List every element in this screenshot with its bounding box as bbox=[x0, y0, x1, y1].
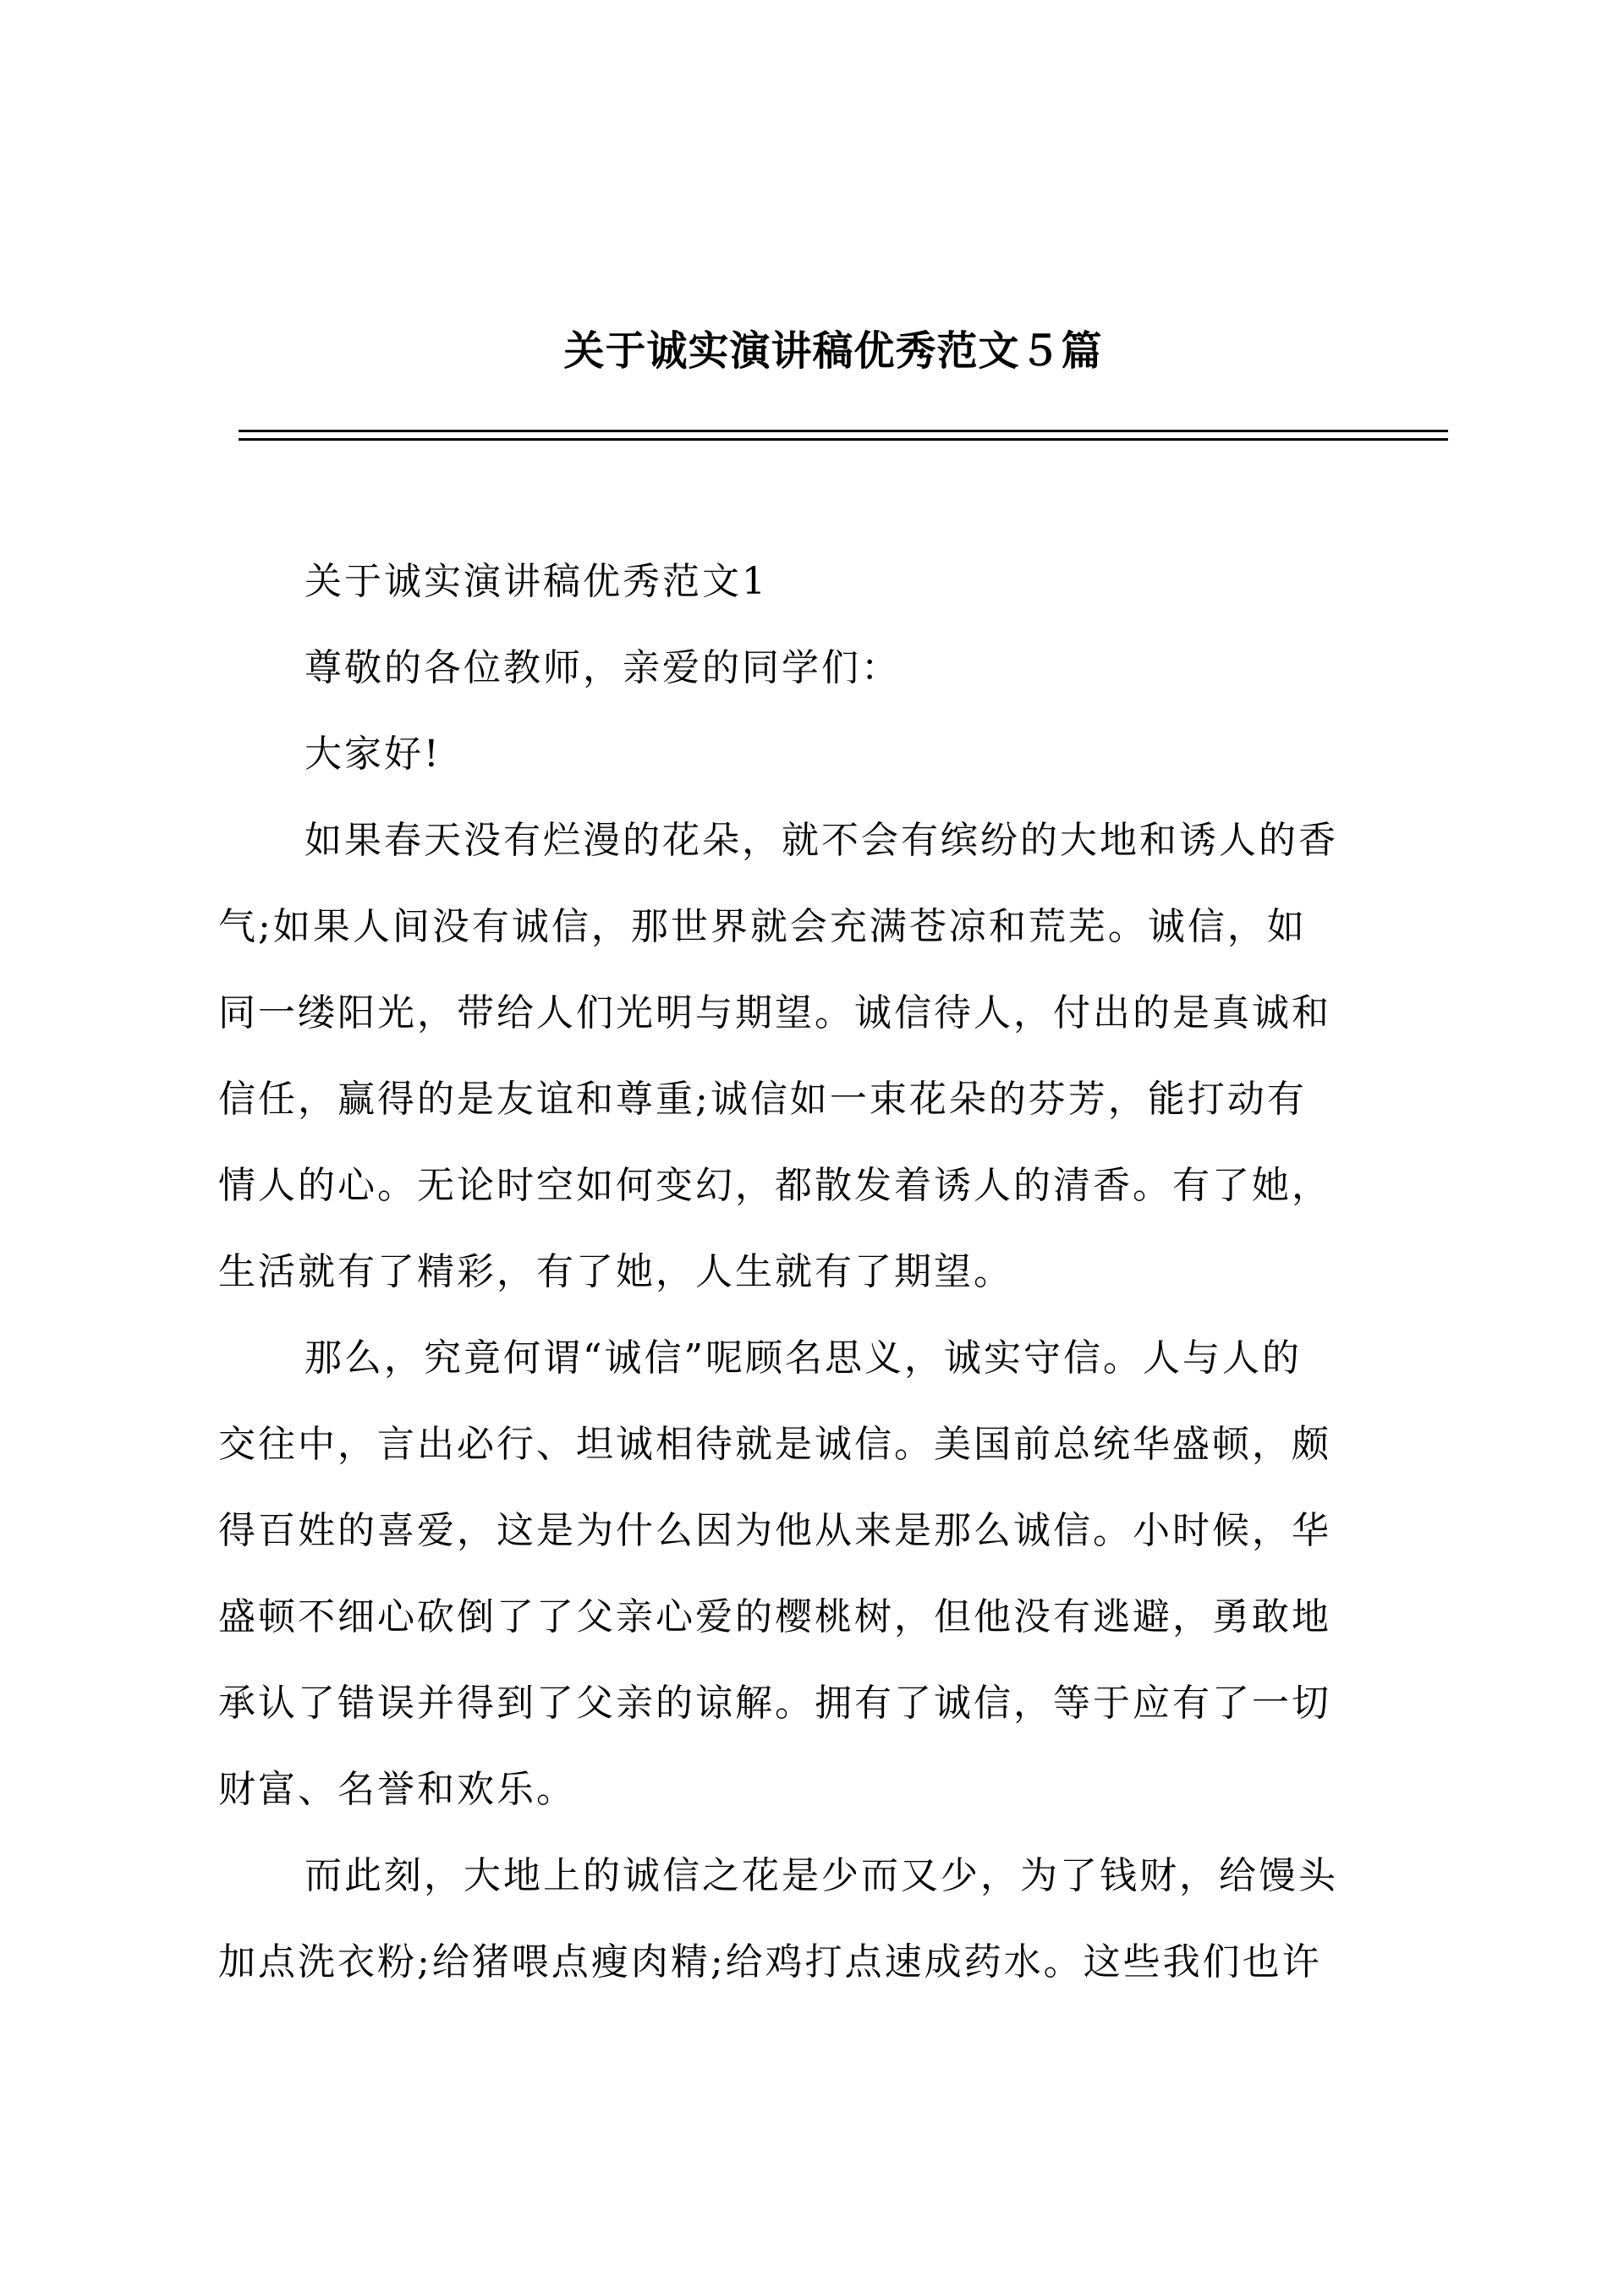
title-rule-top bbox=[239, 430, 1448, 432]
paragraph-line: 加点洗衣粉;给猪喂点瘦肉精;给鸡打点速成药水。这些我们也许 bbox=[218, 1940, 1322, 1984]
title-rule-bottom bbox=[239, 438, 1448, 441]
paragraph-line: 交往中，言出必行、坦诚相待就是诚信。美国前总统华盛顿，颇 bbox=[218, 1423, 1331, 1466]
section-heading: 关于诚实演讲稿优秀范文1 bbox=[304, 560, 768, 603]
greeting: 大家好! bbox=[304, 733, 442, 776]
paragraph-line: 信任，赢得的是友谊和尊重;诚信如一束花朵的芬芳，能打动有 bbox=[218, 1078, 1307, 1121]
paragraph-line: 气;如果人间没有诚信，那世界就会充满苍凉和荒芜。诚信，如 bbox=[218, 905, 1307, 948]
paragraph-line: 承认了错误并得到了父亲的谅解。拥有了诚信，等于应有了一切 bbox=[218, 1682, 1331, 1725]
paragraph-line: 同一缕阳光，带给人们光明与期望。诚信待人，付出的是真诚和 bbox=[218, 991, 1331, 1034]
paragraph-line: 财富、名誉和欢乐。 bbox=[218, 1768, 576, 1811]
paragraph-line: 情人的心。无论时空如何变幻，都散发着诱人的清香。有了她， bbox=[218, 1164, 1331, 1207]
paragraph-line: 如果春天没有烂漫的花朵，就不会有缤纷的大地和诱人的香 bbox=[304, 819, 1338, 862]
paragraph-line: 盛顿不细心砍倒了了父亲心爱的樱桃树，但他没有逃避，勇敢地 bbox=[218, 1595, 1331, 1638]
document-title: 关于诚实演讲稿优秀范文５篇 bbox=[563, 327, 1103, 375]
paragraph-line: 生活就有了精彩，有了她，人生就有了期望。 bbox=[218, 1250, 1013, 1293]
paragraph-line: 那么，究竟何谓“诚信”呢顾名思义，诚实守信。人与人的 bbox=[304, 1336, 1302, 1380]
paragraph-line: 而此刻，大地上的诚信之花是少而又少，为了钱财，给馒头 bbox=[304, 1854, 1338, 1897]
paragraph-line: 得百姓的喜爱，这是为什么因为他从来是那么诚信。小时候，华 bbox=[218, 1509, 1331, 1552]
salutation: 尊敬的各位教师，亲爱的同学们： bbox=[304, 646, 901, 689]
